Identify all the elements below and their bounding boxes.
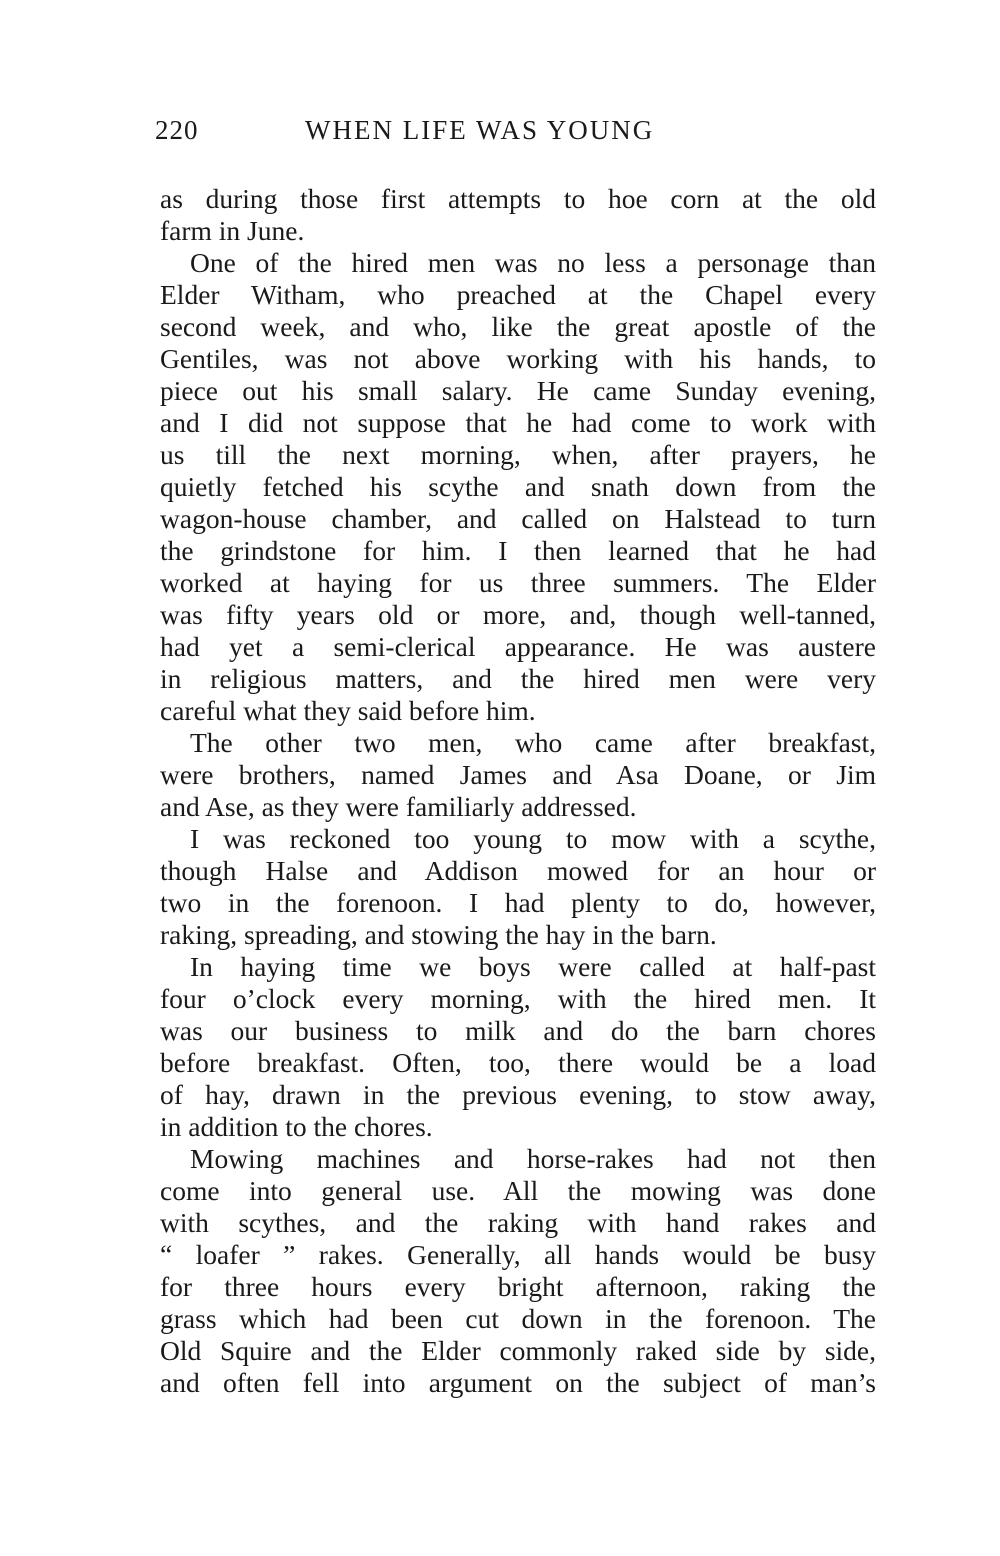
- text-line: of hay, drawn in the previous evening, to stow away,: [160, 1079, 876, 1110]
- text-line: “ loafer ” rakes. Generally, all hands would be busy: [160, 1239, 876, 1270]
- text-line: as during those first attempts to hoe corn at the old: [160, 183, 876, 214]
- text-line: Mowing machines and horse-rakes had not then: [190, 1143, 876, 1174]
- text-line: and I did not suppose that he had come to work with: [160, 407, 876, 438]
- text-line: quietly fetched his scythe and snath down from the: [160, 471, 876, 502]
- text-line: and often fell into argument on the subject of man’s: [160, 1367, 876, 1398]
- text-line: four o’clock every morning, with the hired men. It: [160, 983, 876, 1014]
- text-line: though Halse and Addison mowed for an hour or: [160, 855, 876, 886]
- text-line: the grindstone for him. I then learned that he had: [160, 535, 876, 566]
- text-line: us till the next morning, when, after prayers, he: [160, 439, 876, 470]
- text-line: in religious matters, and the hired men were very: [160, 663, 876, 694]
- text-line: farm in June.: [160, 215, 305, 246]
- text-line: second week, and who, like the great apostle of the: [160, 311, 876, 342]
- text-line: two in the forenoon. I had plenty to do, however,: [160, 887, 876, 918]
- text-line: worked at haying for us three summers. The Elder: [160, 567, 876, 598]
- text-line: was our business to milk and do the barn chores: [160, 1015, 876, 1046]
- running-title: WHEN LIFE WAS YOUNG: [305, 115, 655, 145]
- text-line: with scythes, and the raking with hand rakes and: [160, 1207, 876, 1238]
- text-line: had yet a semi-clerical appearance. He was austere: [160, 631, 876, 662]
- text-line: In haying time we boys were called at half-past: [190, 951, 876, 982]
- text-line: Elder Witham, who preached at the Chapel every: [160, 279, 876, 310]
- text-line: grass which had been cut down in the forenoon. The: [160, 1303, 876, 1334]
- running-header: [155, 108, 875, 152]
- text-line: wagon-house chamber, and called on Halstead to turn: [160, 503, 876, 534]
- text-line: Old Squire and the Elder commonly raked side by side,: [160, 1335, 876, 1366]
- text-line: were brothers, named James and Asa Doane, or Jim: [160, 759, 876, 790]
- text-line: for three hours every bright afternoon, raking the: [160, 1271, 876, 1302]
- page-number: 220: [155, 115, 199, 145]
- text-line: in addition to the chores.: [160, 1111, 433, 1142]
- text-line: One of the hired men was no less a personage than: [190, 247, 876, 278]
- text-line: and Ase, as they were familiarly addressed.: [160, 791, 637, 822]
- text-line: piece out his small salary. He came Sunday evening,: [160, 375, 876, 406]
- text-line: I was reckoned too young to mow with a scythe,: [190, 823, 876, 854]
- body-text: [160, 183, 876, 1399]
- text-line: raking, spreading, and stowing the hay in the barn.: [160, 919, 717, 950]
- text-line: was fifty years old or more, and, though well-tanned,: [160, 599, 876, 630]
- text-line: The other two men, who came after breakfast,: [190, 727, 876, 758]
- text-line: before breakfast. Often, too, there would be a load: [160, 1047, 876, 1078]
- text-line: careful what they said before him.: [160, 695, 536, 726]
- text-line: come into general use. All the mowing was done: [160, 1175, 876, 1206]
- text-line: Gentiles, was not above working with his hands, to: [160, 343, 876, 374]
